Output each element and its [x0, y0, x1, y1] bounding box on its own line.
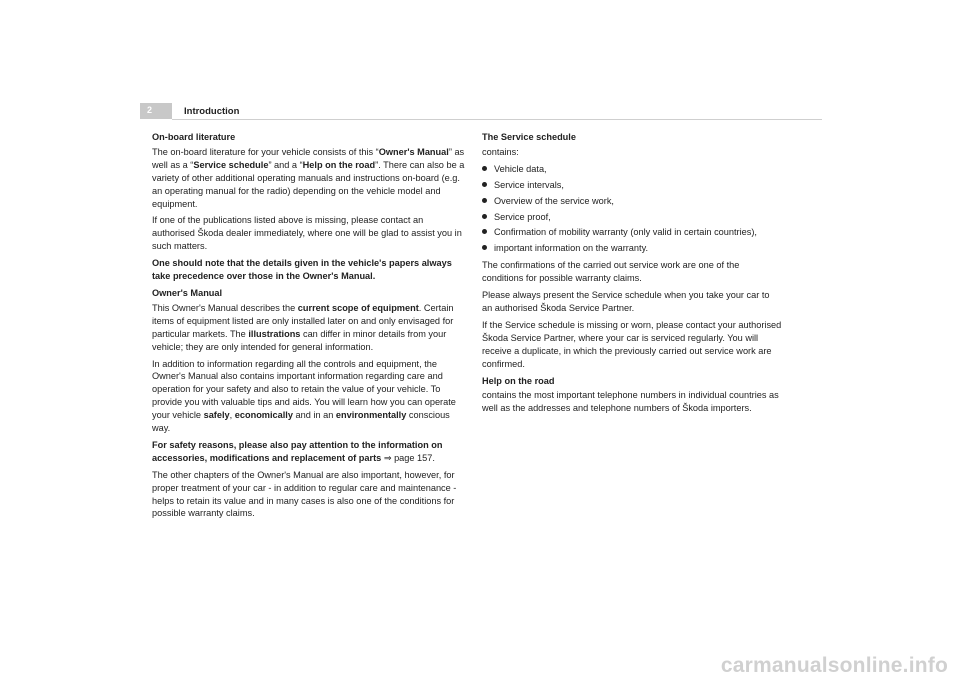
list-item-text: important information on the warranty. — [494, 243, 649, 254]
list-item — [482, 211, 782, 224]
list-item-text: Vehicle data, — [494, 163, 547, 174]
addition-text-3: and in an — [292, 410, 336, 421]
list-item-text: Service intervals, — [494, 179, 564, 190]
list-item — [482, 226, 782, 239]
owners-manual-paragraph — [152, 302, 465, 354]
missing-paragraph: If one of the publications listed above is missing, please contact an authorised Škoda dealer immediately, where one will be glad to assist you in such matters. — [152, 215, 462, 252]
addition-paragraph — [152, 358, 465, 435]
if-missing-paragraph: If the Service schedule is missing or worn, please contact your authorised Škoda Service Partner, where your car is serviced regularly. You will receive a duplicate, in which the previously carried out service work are confirmed. — [482, 319, 782, 369]
environmentally-term: environmentally — [335, 410, 407, 421]
precedence-note — [152, 257, 465, 283]
economically-term: economically — [234, 410, 293, 421]
bullet-icon — [482, 166, 487, 171]
help-on-road-heading: Help on the road — [482, 375, 555, 386]
owners-text-3: can differ in minor details from your vehicle; they are only intended for general information. — [152, 328, 447, 352]
left-column — [152, 131, 465, 524]
list-item — [482, 163, 782, 176]
watermark: carmanualsonline.info — [720, 654, 948, 678]
help-on-road-paragraph: contains the most important telephone numbers in individual countries as well as the addresses and telephone numbers of Škoda importers. — [482, 390, 779, 414]
bullet-icon — [482, 214, 487, 219]
bullet-icon — [482, 229, 487, 234]
safety-paragraph — [152, 439, 465, 465]
onboard-text-2: ” as well as a “ — [152, 146, 465, 170]
onboard-paragraph — [152, 146, 465, 211]
precedence-note-text: One should note that the details given in the vehicle's papers always take precedence over those in the Owner's Manual. — [152, 258, 452, 282]
list-item-text: Confirmation of mobility warranty (only valid in certain countries), — [494, 227, 757, 238]
bullet-icon — [482, 182, 487, 187]
confirmations-paragraph: The confirmations of the carried out service work are one of the conditions for possible warranty claims. — [482, 260, 740, 284]
service-schedule-heading: The Service schedule — [482, 132, 576, 142]
list-item — [482, 179, 782, 192]
page-header — [0, 0, 960, 125]
page-title: Introduction — [184, 106, 240, 117]
list-item-text: Service proof, — [494, 211, 551, 222]
addition-text-4: conscious way. — [152, 410, 450, 434]
other-chapters-paragraph: The other chapters of the Owner's Manual are also important, however, for proper treatment of your car - in addition to regular care and maintenance - helps to retain its value and in many cases is also one of the conditions for possible warranty claims. — [152, 469, 457, 519]
service-schedule-list — [482, 163, 782, 255]
contains-label: contains: — [482, 146, 519, 157]
page-number: 2 — [146, 105, 152, 115]
onboard-text-4: ”. There can also be a variety of other additional operating manuals and instructions on-board (e.g. an operating manual for the radio) depending on the vehicle model and equipment. — [152, 159, 465, 209]
owners-manual-term: Owner's Manual — [378, 146, 449, 157]
illustrations-term: illustrations — [248, 328, 301, 339]
help-on-road-term: Help on the road — [302, 159, 376, 170]
bullet-icon — [482, 198, 487, 203]
onboard-text-1: The on-board literature for your vehicle consists of this “ — [152, 146, 379, 157]
addition-text-1: In addition to information regarding all the controls and equipment, the Owner's Manual also contains important information regarding care and operation for your safety and also to retain the value of your vehicle. To provide you with valuable tips and aids. You will learn how you can operate your vehicle — [152, 358, 456, 421]
list-item — [482, 242, 782, 255]
owners-text-1: This Owner's Manual describes the — [152, 302, 298, 313]
owners-manual-heading: Owner's Manual — [152, 287, 223, 298]
addition-text-2: , — [229, 410, 235, 421]
onboard-text-3: ” and a “ — [268, 159, 303, 170]
present-paragraph: Please always present the Service schedule when you take your car to an authorised Škoda Service Partner. — [482, 290, 770, 313]
list-item-text: Overview of the service work, — [494, 195, 614, 206]
page-reference-link[interactable]: ⇒ page 157. — [381, 452, 435, 463]
safety-text: For safety reasons, please also pay attention to the information on accessories, modifications and replacement of parts — [152, 439, 443, 463]
service-schedule-term: Service schedule — [193, 159, 269, 170]
current-scope-term: current scope of equipment — [297, 302, 419, 313]
owners-text-2: . Certain items of equipment listed are only installed later on and only envisaged for particular markets. The — [152, 302, 454, 339]
bullet-icon — [482, 245, 487, 250]
list-item — [482, 195, 782, 208]
right-column — [482, 131, 782, 419]
safely-term: safely — [203, 410, 230, 421]
onboard-heading: On-board literature — [152, 132, 236, 142]
header-divider — [172, 119, 822, 120]
